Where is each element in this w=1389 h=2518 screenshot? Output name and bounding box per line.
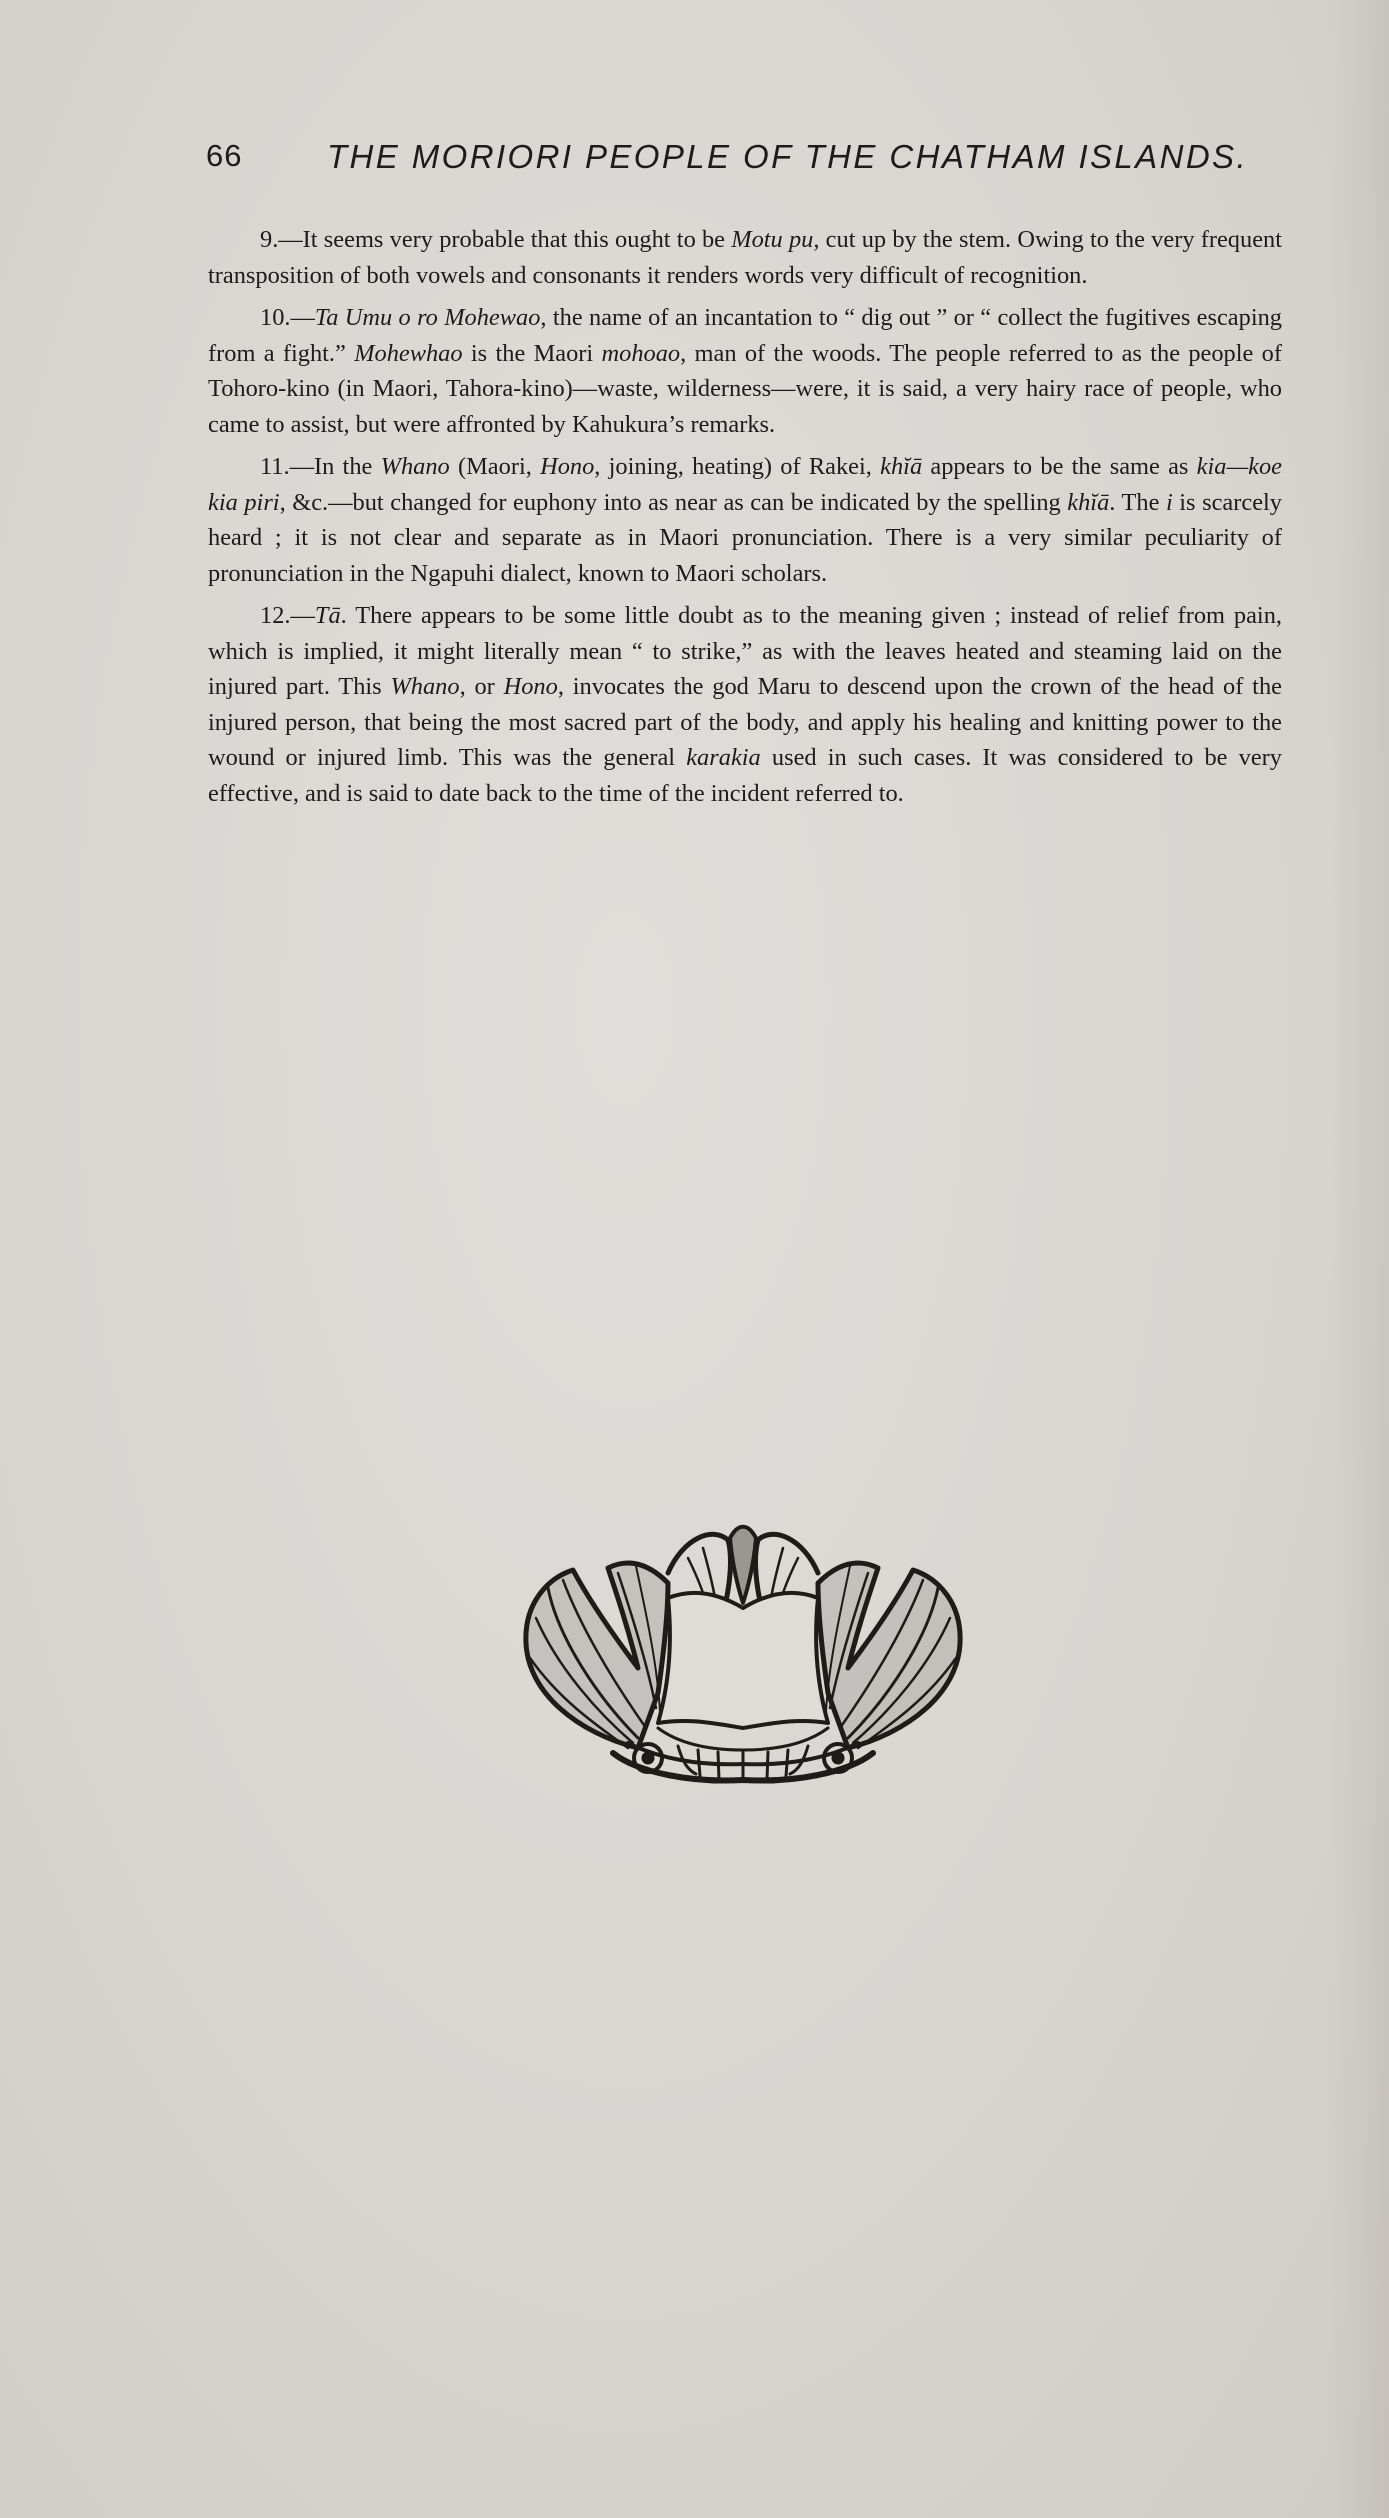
text-run: appears to be the same as [922,453,1197,480]
italic-term: Ta Umu o ro Mohewao [314,304,541,331]
text-run: 10.— [260,304,315,331]
italic-term: Tā [314,602,341,629]
italic-term: Mohewhao [354,339,463,367]
note-paragraph-11 [208,449,1282,591]
text-run: , the name of an incantation to “ dig out ” or “ collect the fugitives escaping from a fight.” [208,304,1282,367]
text-run: , or [459,673,504,700]
italic-term: karakia [686,744,761,771]
running-head [206,138,1249,184]
note-paragraph-12 [208,598,1282,811]
note-paragraph-10 [208,300,1282,442]
italic-term: Hono [503,673,558,700]
text-run: 12.— [260,602,315,629]
italic-term: Hono [540,453,595,480]
italic-term: kia—koe kia piri [208,453,1283,516]
text-run: used in such cases. It was considered to be very effective, and is said to date back to the time of the incident referred to. [208,744,1282,807]
notes-body [208,222,1282,818]
italic-term: mohoao [601,339,681,367]
text-run: , &c.—but changed for euphony into as near as can be indicated by the spelling [279,488,1068,516]
italic-term: khĭā [880,453,923,480]
note-paragraph-9 [208,222,1282,293]
text-run: is scarcely heard ; it is not clear and separate as in Maori pronunciation. There is a very similar peculiarity of pronunciation in the Ngapuhi dialect, known to Maori scholars. [208,488,1282,587]
text-run: 9.—It seems very probable that this ought to be [260,226,732,253]
text-run: , cut up by the stem. Owing to the very frequent transposition of both vowels and consonants it renders words very difficult of recognition. [208,226,1282,289]
text-run: 11.—In the [260,453,381,480]
text-run: , man of the woods. The people referred to as the people of Tohoro-kino (in Maori, Tahora-kino)—waste, wilderness—were, it is said, a very hairy race of people, who came to assist, but were affronted by Kahukura’s remarks. [208,339,1282,438]
italic-term: Whano [390,673,460,700]
text-run: is the Maori [462,339,602,367]
text-run: , joining, heating) of Rakei, [594,453,881,480]
text-run: (Maori, [449,453,541,480]
text-run: . There appears to be some little doubt as to the meaning given ; instead of relief from pain, which is implied, it might literally mean “ to strike,” as with the leaves heated and steaming laid on the injured part. This [208,602,1282,700]
italic-term: Whano [380,453,450,480]
text-run: . The [1109,488,1166,516]
page-title: THE MORIORI PEOPLE OF THE CHATHAM ISLANDS. [327,138,1249,175]
page-number: 66 [206,138,243,173]
page-edge-shadow [1329,0,1389,2518]
italic-term: Motu pu [731,226,814,253]
text-run: , invocates the god Maru to descend upon the crown of the head of the injured person, that being the most sacred part of the body, and apply his healing and knitting power to the wound or injured limb. This was the general [208,673,1282,771]
italic-term: khĭā [1067,488,1110,516]
shell-cartouche-ornament-icon [518,1518,968,1794]
italic-term: i [1165,488,1173,516]
